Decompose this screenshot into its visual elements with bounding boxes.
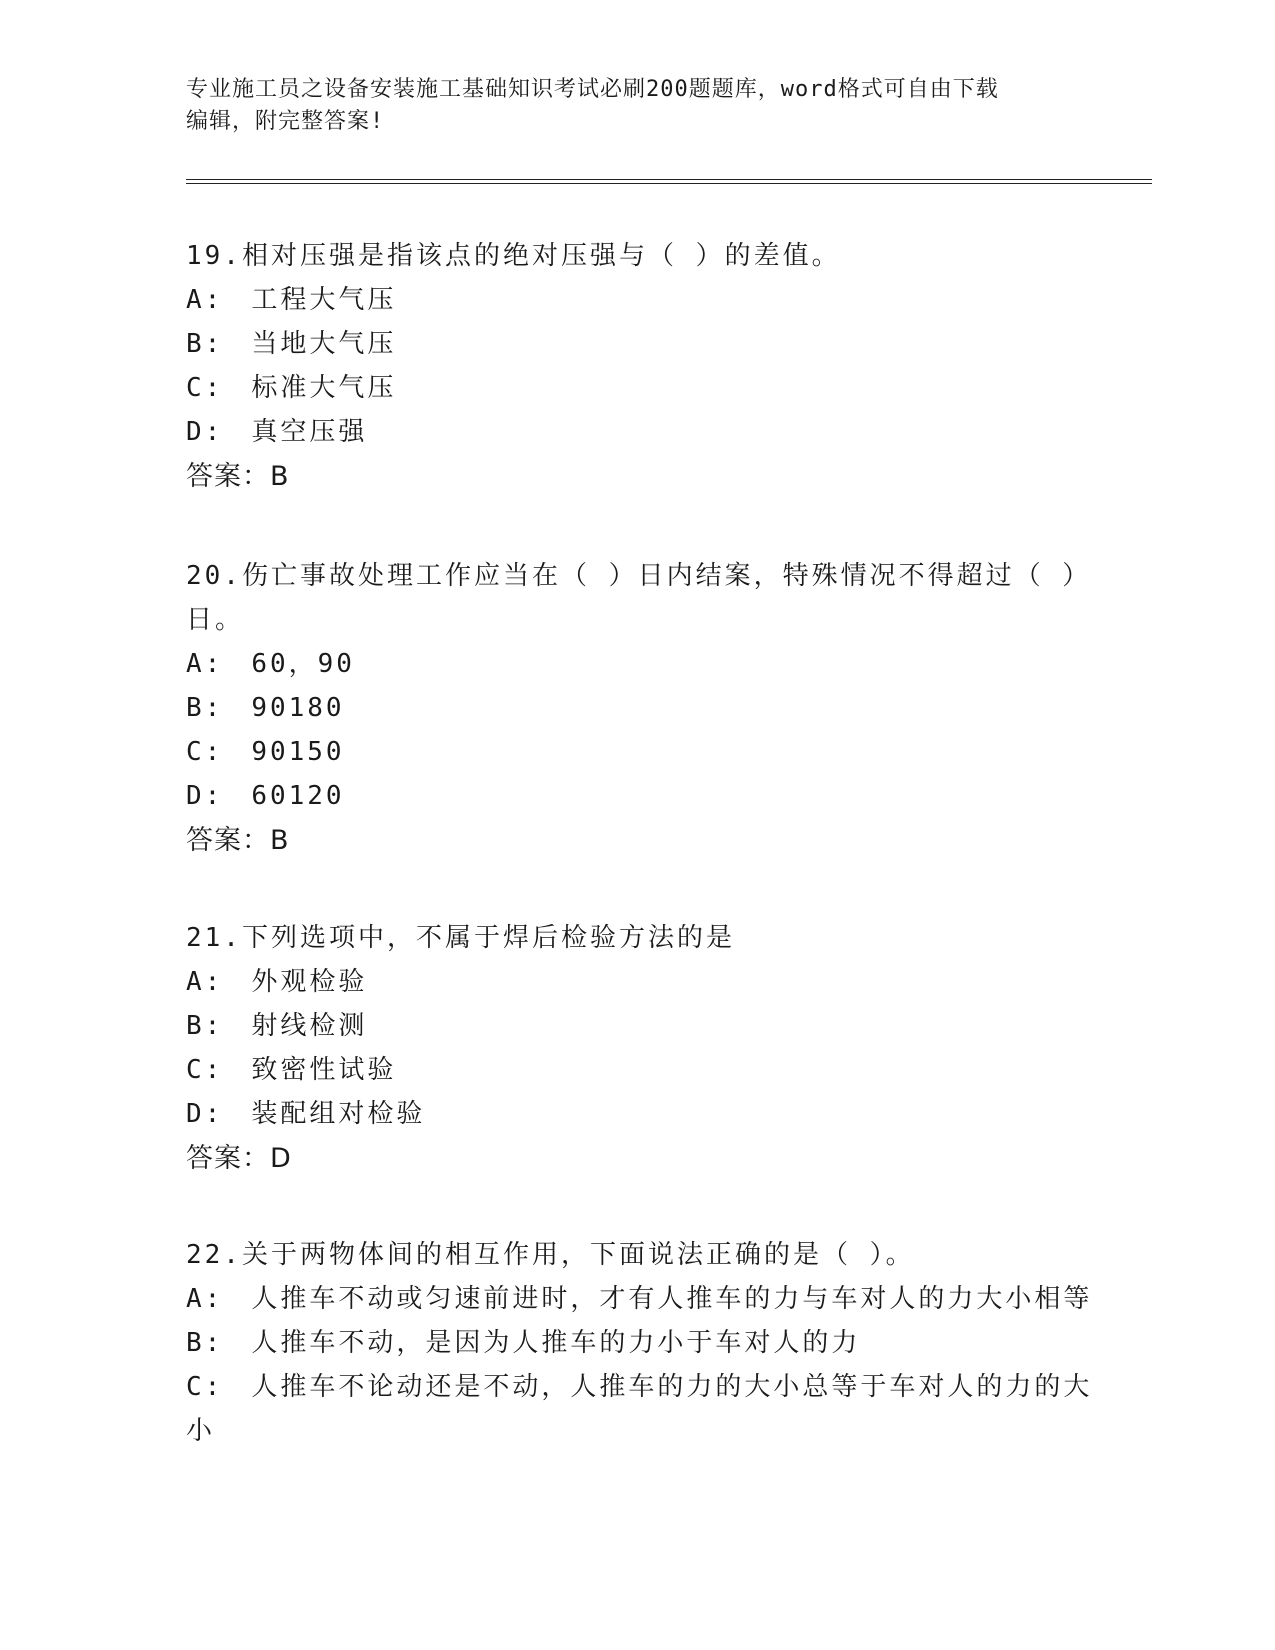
option-text: 90180 [251,693,345,723]
option-letter: A: [186,1284,224,1314]
option-c [186,1048,1086,1092]
answer-line: 答案：D [186,1143,292,1174]
option-letter: D: [186,781,224,811]
option-d [186,774,1086,818]
option-text: 标准大气压 [251,373,397,403]
document-header [186,74,1066,138]
option-letter: D: [186,1099,224,1129]
option-d [186,410,1086,454]
option-d [186,1092,1086,1136]
question-text-line-2: 日。 [186,605,245,635]
option-text: 60120 [251,781,345,811]
option-c [186,1365,1093,1409]
option-c-continuation: 小 [186,1416,216,1446]
option-text: 真空压强 [251,417,368,447]
option-letter: C: [186,737,224,767]
option-text: 致密性试验 [251,1055,397,1085]
question-text: 22.关于两物体间的相互作用，下面说法正确的是（ ）。 [186,1240,915,1270]
option-a [186,960,1086,1004]
option-text: 90150 [251,737,345,767]
option-text: 60，90 [251,649,355,679]
option-a [186,642,1086,686]
option-text: 人推车不论动还是不动，人推车的力的大小总等于车对人的力的大 [251,1372,1093,1402]
option-letter: D: [186,417,224,447]
option-text: 外观检验 [251,967,368,997]
option-letter: B: [186,693,224,723]
answer-line: 答案：B [186,825,290,856]
option-a [186,1277,1093,1321]
option-letter: A: [186,967,224,997]
option-letter: B: [186,1011,224,1041]
option-letter: A: [186,285,224,315]
option-text: 当地大气压 [251,329,397,359]
option-b [186,686,1086,730]
option-letter: C: [186,1372,224,1402]
option-text: 人推车不动，是因为人推车的力小于车对人的力 [251,1328,861,1358]
option-text: 工程大气压 [251,285,397,315]
option-c [186,730,1086,774]
question-text-line-1: 20.伤亡事故处理工作应当在（ ）日内结案，特殊情况不得超过（ ） [186,561,1092,591]
header-line-1: 专业施工员之设备安装施工基础知识考试必刷200题题库，word格式可自由下载 [186,77,999,102]
question-20 [186,554,1092,864]
answer-line: 答案：B [186,461,290,492]
option-a [186,278,1086,322]
option-text: 装配组对检验 [251,1099,426,1129]
question-21 [186,916,1086,1182]
option-text: 射线检测 [251,1011,368,1041]
option-b [186,1004,1086,1048]
question-text: 21.下列选项中，不属于焊后检验方法的是 [186,923,735,953]
option-letter: C: [186,1055,224,1085]
option-letter: A: [186,649,224,679]
header-divider-top [186,179,1152,180]
option-letter: B: [186,1328,224,1358]
question-22 [186,1233,1093,1453]
header-line-2: 编辑，附完整答案! [186,109,385,134]
question-text: 19.相对压强是指该点的绝对压强与（ ）的差值。 [186,241,841,271]
option-text: 人推车不动或匀速前进时，才有人推车的力与车对人的力大小相等 [251,1284,1093,1314]
option-c [186,366,1086,410]
option-b [186,322,1086,366]
option-b [186,1321,1086,1365]
option-letter: B: [186,329,224,359]
header-divider-bottom [186,183,1152,184]
question-19 [186,234,1086,500]
option-letter: C: [186,373,224,403]
